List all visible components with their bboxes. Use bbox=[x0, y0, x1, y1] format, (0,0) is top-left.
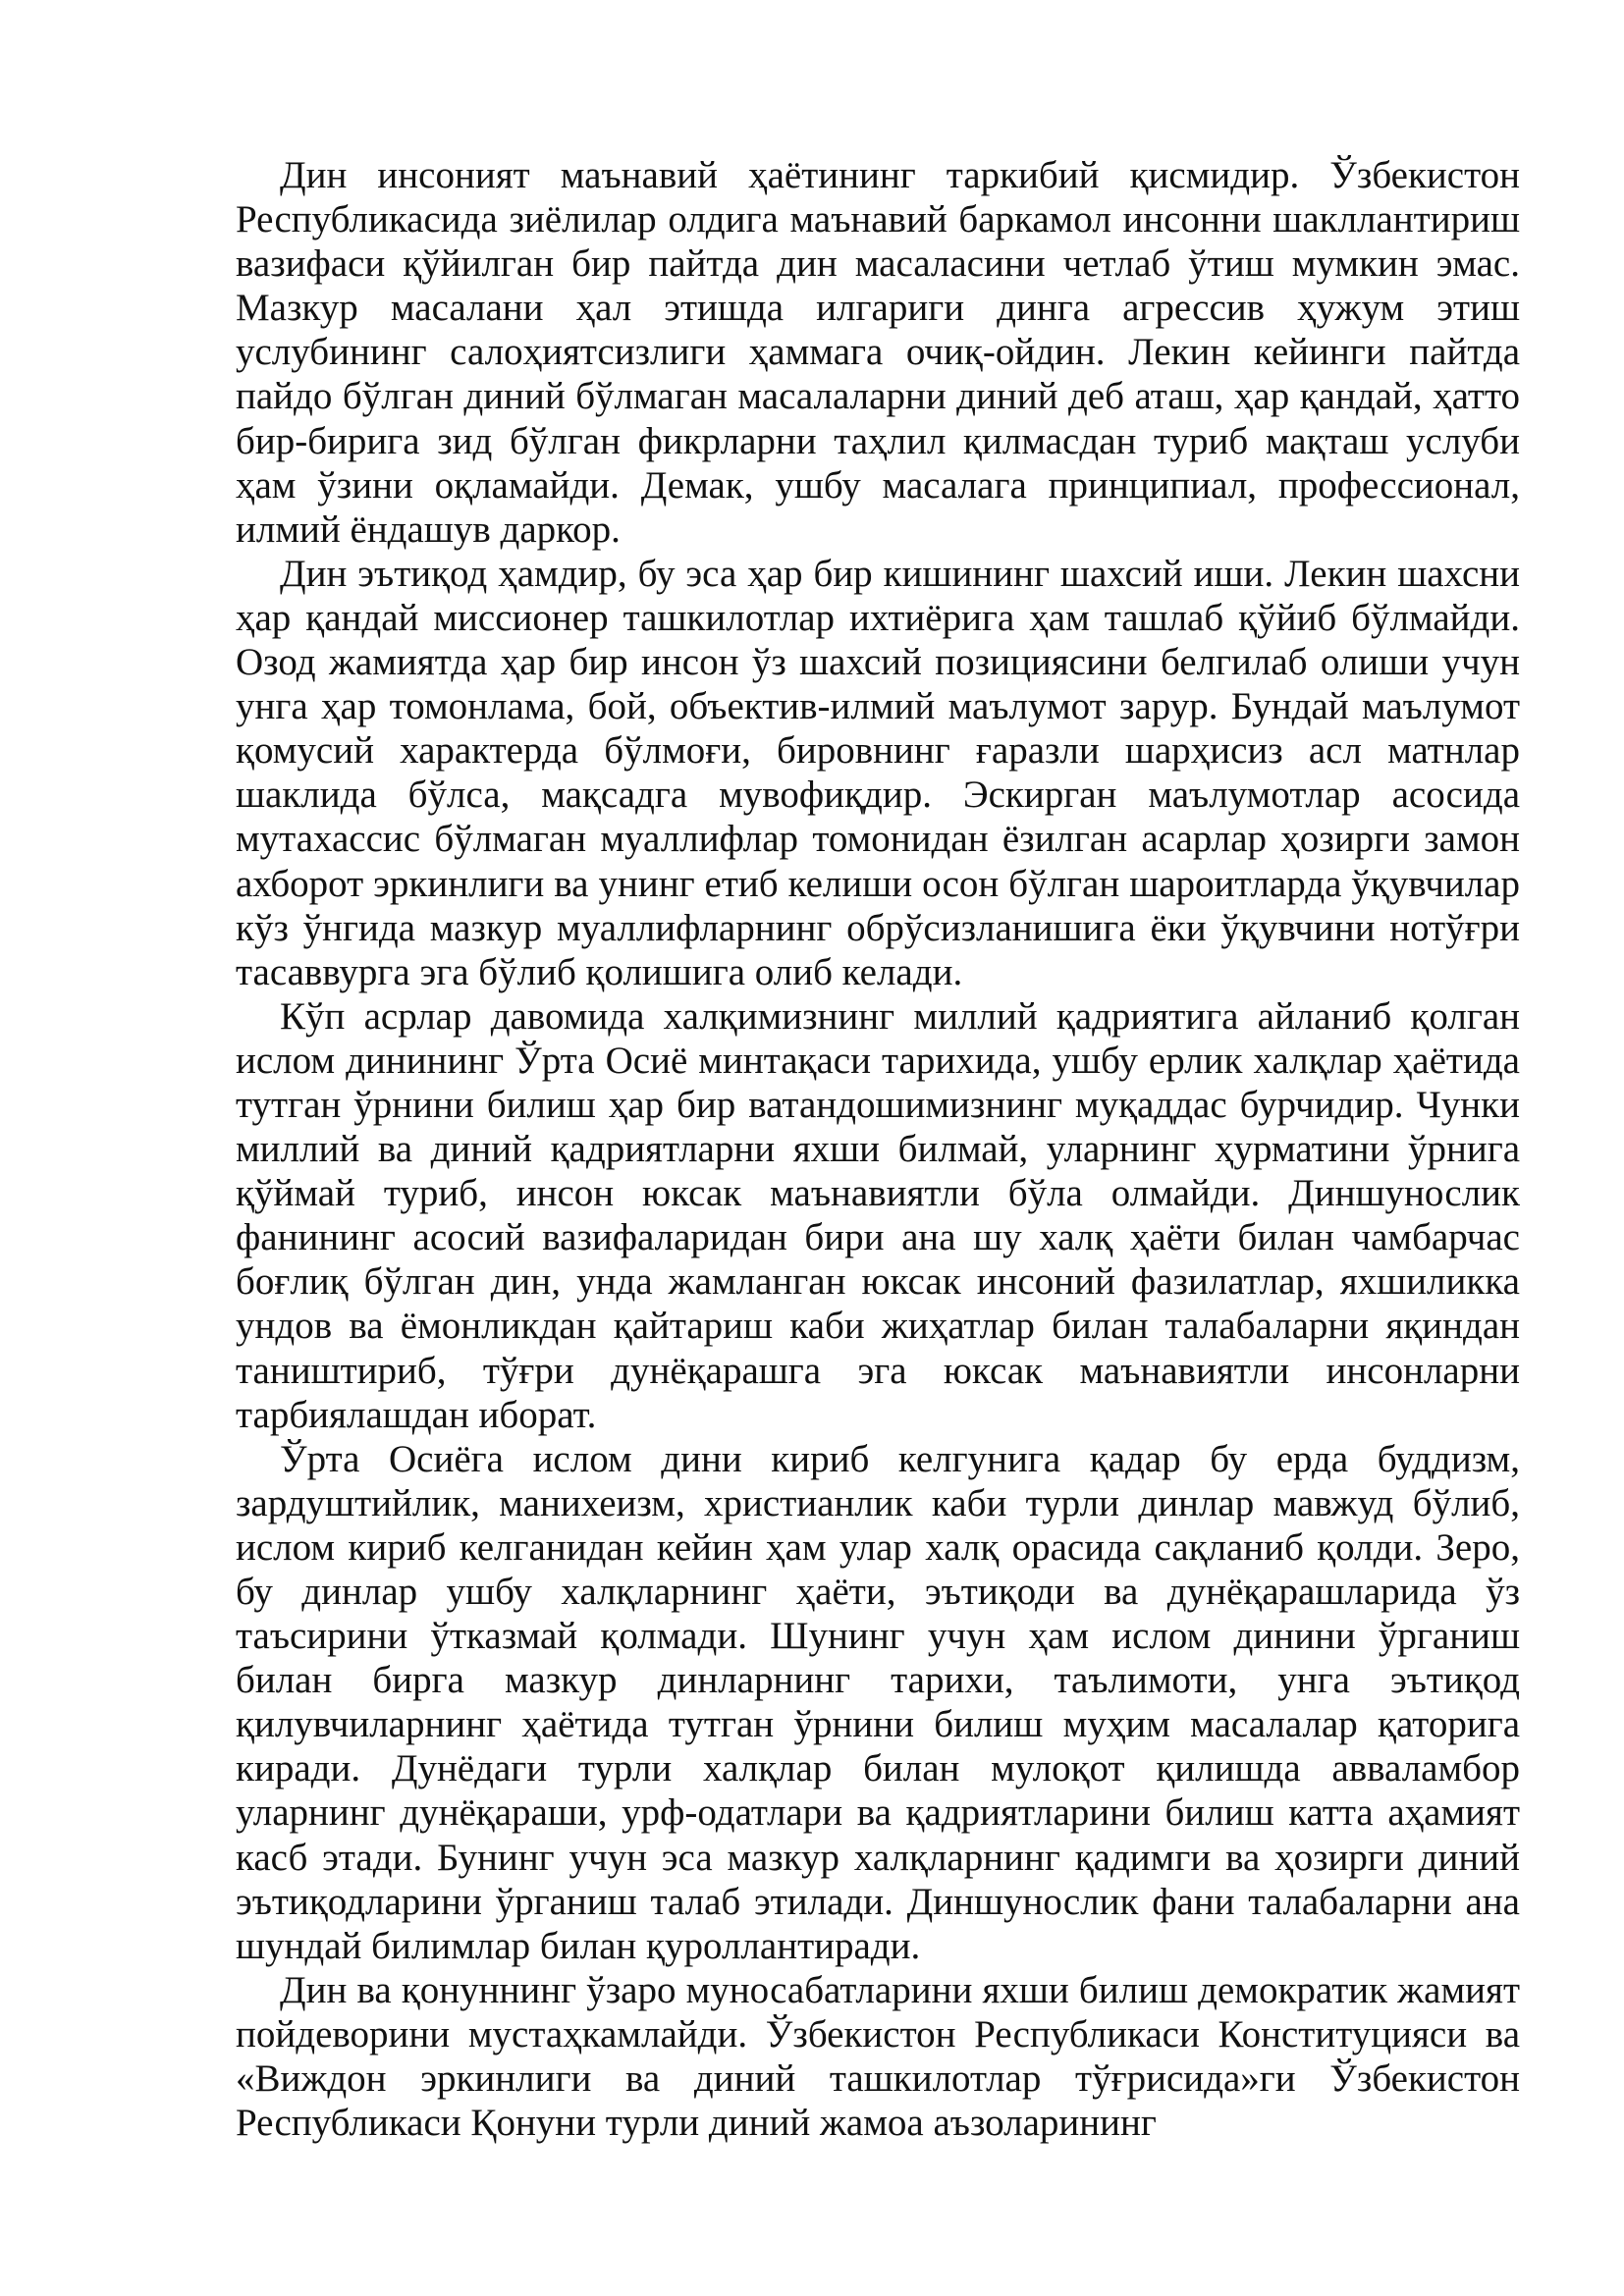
paragraph: Дин инсоният маънавий ҳаётининг таркибий қисмидир. Ўзбекистон Республикасида зиёлилар олдига маънавий баркамол инсонни шакллантириш вазифаси қўйилган бир пайтда дин масаласини четлаб ўтиш мумкин эмас. Мазкур масалани ҳал этишда илгариги динга агрессив ҳужум этиш услубининг салоҳиятсизлиги ҳаммага очиқ-ойдин. Лекин кейинги пайтда пайдо бўлган диний бўлмаган масалаларни диний деб аташ, ҳар қандай, ҳатто бир-бирига зид бўлган фикрларни таҳлил қилмасдан туриб мақташ услуби ҳам ўзини оқламайди. Демак, ушбу масалага принципиал, профессионал, илмий ёндашув даркор. bbox=[236, 154, 1520, 551]
paragraph: Дин эътиқод ҳамдир, бу эса ҳар бир кишининг шахсий иши. Лекин шахсни ҳар қандай миссионер ташкилотлар ихтиёрига ҳам ташлаб қўйиб бўлмайди. Озод жамиятда ҳар бир инсон ўз шахсий позициясини белгилаб олиши учун унга ҳар томонлама, бой, объектив-илмий маълумот зарур. Бундай маълумот қомусий характерда бўлмоғи, бировнинг ғаразли шарҳисиз асл матнлар шаклида бўлса, мақсадга мувофиқдир. Эскирган маълумотлар асосида мутахассис бўлмаган муаллифлар томонидан ёзилган асарлар ҳозирги замон ахборот эркинлиги ва унинг етиб келиши осон бўлган шароитларда ўқувчилар кўз ўнгида мазкур муаллифларнинг обрўсизланишига ёки ўқувчини нотўғри тасаввурга эга бўлиб қолишига олиб келади. bbox=[236, 552, 1520, 993]
paragraph: Дин ва қонуннинг ўзаро муносабатларини яхши билиш демократик жамият пойдеворини мустаҳкамлайди. Ўзбекистон Республикаси Конституцияси ва «Виждон эркинлиги ва диний ташкилотлар тўғрисида»ги Ўзбекистон Республикаси Қонуни турли диний жамоа аъзоларининг bbox=[236, 1968, 1520, 2145]
paragraph: Ўрта Осиёга ислом дини кириб келгунига қадар бу ерда буддизм, зардуштийлик, манихеизм, христианлик каби турли динлар мавжуд бўлиб, ислом кириб келганидан кейин ҳам улар халқ орасида сақланиб қолди. Зеро, бу динлар ушбу халқларнинг ҳаёти, эътиқоди ва дунёқарашларида ўз таъсирини ўтказмай қолмади. Шунинг учун ҳам ислом динини ўрганиш билан бирга мазкур динларнинг тарихи, таълимоти, унга эътиқод қилувчиларнинг ҳаётида тутган ўрнини билиш муҳим масалалар қаторига киради. Дунёдаги турли халқлар билан мулоқот қилишда авваламбор уларнинг дунёқараши, урф-одатлари ва қадриятларини билиш катта аҳамият касб этади. Бунинг учун эса мазкур халқларнинг қадимги ва ҳозирги диний эътиқодларини ўрганиш талаб этилади. Диншунослик фани талабаларни ана шундай билимлар билан қуроллантиради. bbox=[236, 1437, 1520, 1967]
document-page bbox=[236, 153, 1520, 2145]
paragraph: Кўп асрлар давомида халқимизнинг миллий қадриятига айланиб қолган ислом динининг Ўрта Осиё минтақаси тарихида, ушбу ерлик халқлар ҳаётида тутган ўрнини билиш ҳар бир ватандошимизнинг муқаддас бурчидир. Чунки миллий ва диний қадриятларни яхши билмай, уларнинг ҳурматини ўрнига қўймай туриб, инсон юксак маънавиятли бўла олмайди. Диншунослик фанининг асосий вазифаларидан бири ана шу халқ ҳаёти билан чамбарчас боғлиқ бўлган дин, унда жамланган юксак инсоний фазилатлар, яхшиликка ундов ва ёмонликдан қайтариш каби жиҳатлар билан талабаларни яқиндан таништириб, тўғри дунёқарашга эга юксак маънавиятли инсонларни тарбиялашдан иборат. bbox=[236, 994, 1520, 1436]
